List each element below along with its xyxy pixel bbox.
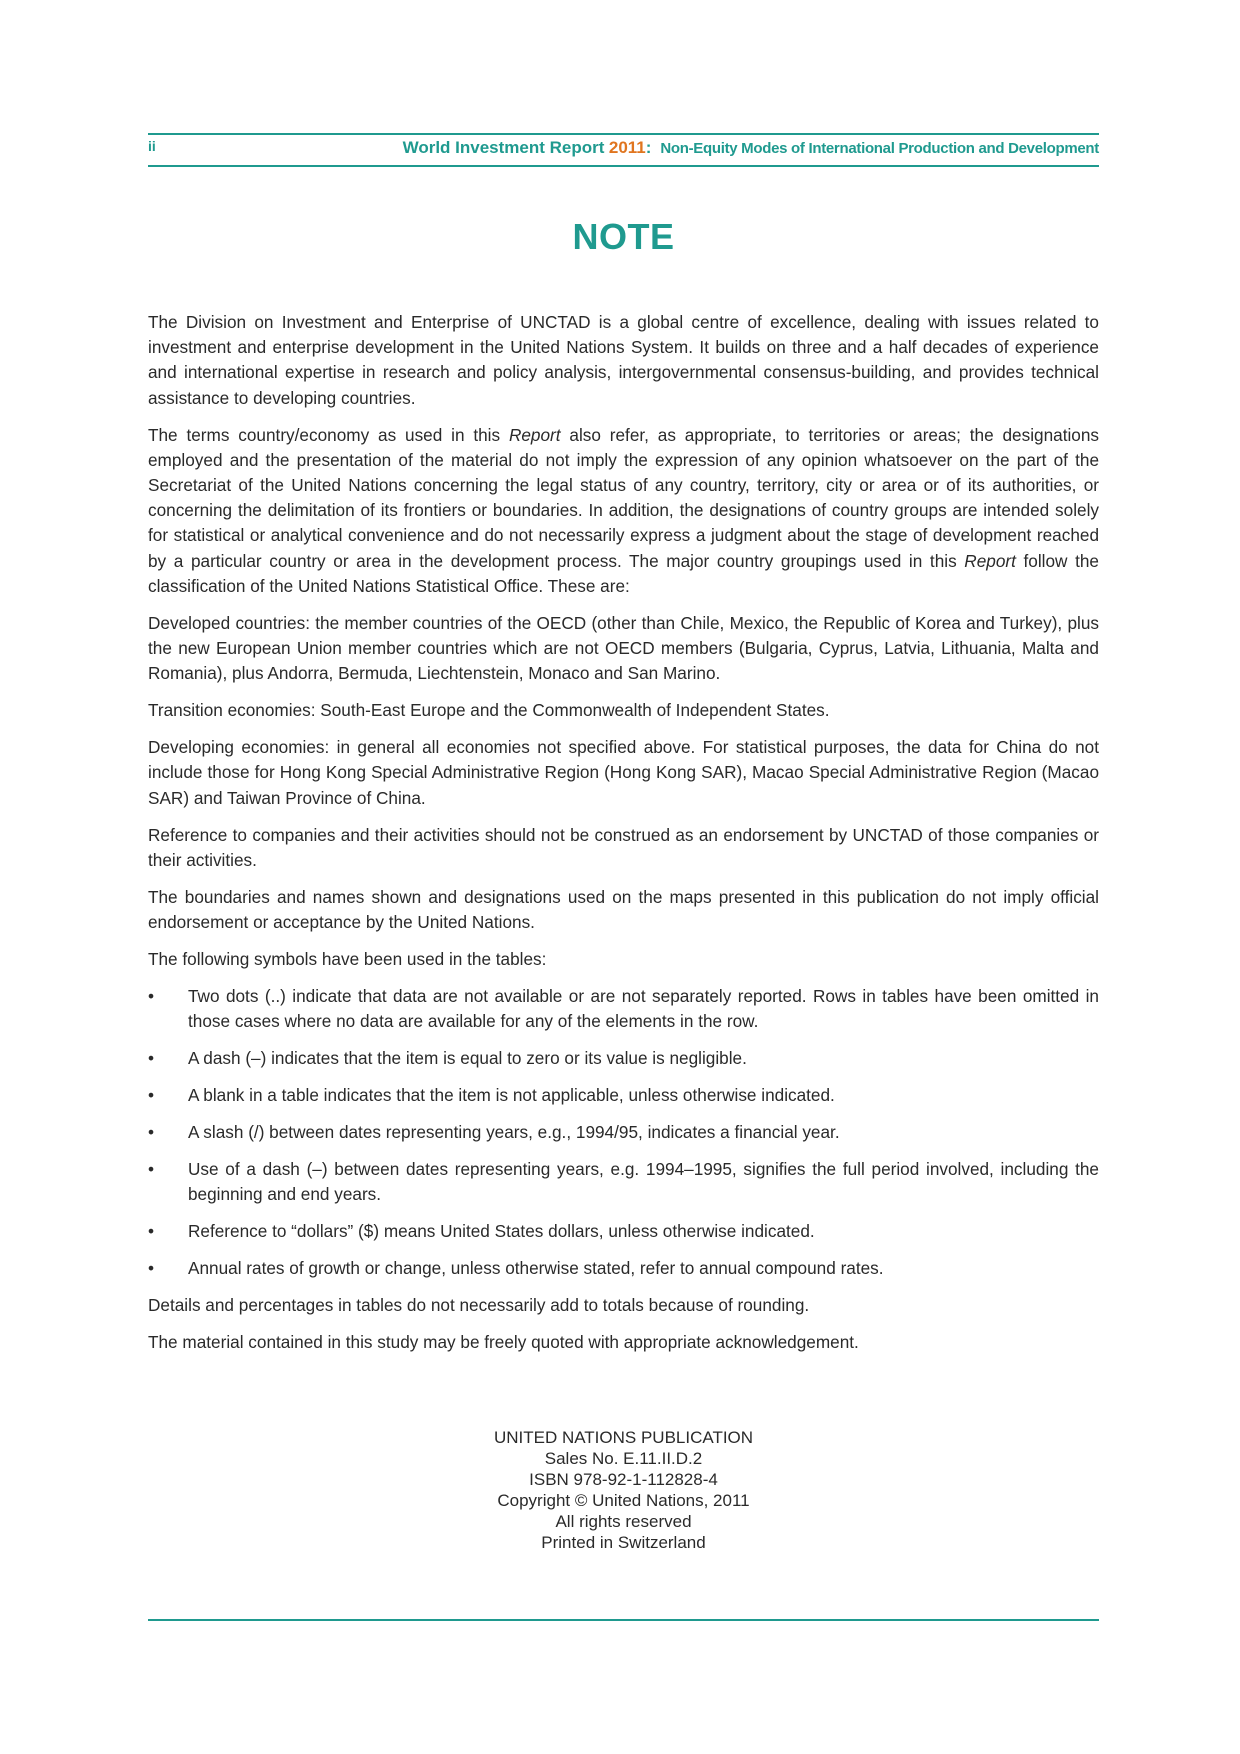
- list-item: [148, 1046, 1099, 1071]
- imprint-isbn: ISBN 978-92-1-112828-4: [529, 1470, 718, 1489]
- list-item-text: Annual rates of growth or change, unless otherwise stated, refer to annual compound rates.: [188, 1258, 884, 1279]
- report-title: World Investment Report: [402, 138, 605, 157]
- list-item: [148, 1083, 1099, 1108]
- paragraph-companies: Reference to companies and their activities should not be construed as an endorsement by UNCTAD of those companies or their activities.: [148, 824, 1099, 870]
- list-item: [148, 1256, 1099, 1281]
- list-item-text: A dash (–) indicates that the item is equal to zero or its value is negligible.: [188, 1048, 747, 1069]
- terms-text-a: The terms country/economy as used in this: [148, 424, 509, 445]
- paragraph-transition: Transition economies: South-East Europe and the Commonwealth of Independent States.: [148, 700, 830, 721]
- imprint-rights: All rights reserved: [555, 1512, 692, 1531]
- running-header: [148, 137, 1099, 163]
- terms-text-c: follow the classification of the United Nations Statistical Office. These are:: [148, 550, 1099, 596]
- paragraph-terms: [148, 423, 1099, 599]
- header-bottom-rule: [148, 165, 1099, 167]
- list-item: [148, 1157, 1099, 1207]
- bullet-icon: •: [148, 986, 155, 1007]
- header-top-rule: [148, 133, 1099, 135]
- list-item-text: Two dots (..) indicate that data are not available or are not separately reported. Rows in tables have been omitted in those cases where no data are available for any of the elements in the row.: [188, 986, 1099, 1032]
- paragraph-details: Details and percentages in tables do not necessarily add to totals because of rounding.: [148, 1295, 810, 1316]
- paragraph-developed: Developed countries: the member countries of the OECD (other than Chile, Mexico, the Republic of Korea and Turkey), plus the new European Union member countries which are not OECD members (Bulgaria, Cyprus, Latvia, Lithuania, Malta and Romania), plus Andorra, Bermuda, Liechtenstein, Monaco and San Marino.: [148, 612, 1099, 684]
- imprint-printed: Printed in Switzerland: [541, 1533, 706, 1552]
- list-item: [148, 984, 1099, 1034]
- list-item-text: Reference to “dollars” ($) means United States dollars, unless otherwise indicated.: [188, 1221, 815, 1242]
- list-item-text: A blank in a table indicates that the item is not applicable, unless otherwise indicated.: [188, 1085, 835, 1106]
- paragraph-division: The Division on Investment and Enterprise of UNCTAD is a global centre of excellence, dealing with issues related to investment and enterprise development in the United Nations System. It builds on three and a half decades of experience and international expertise in research and policy analysis, intergovernmental consensus-building, and provides technical assistance to developing countries.: [148, 312, 1099, 408]
- list-item: [148, 1219, 1099, 1244]
- header-colon: :: [645, 138, 652, 157]
- publication-imprint: [148, 1427, 1099, 1553]
- list-item-text: Use of a dash (–) between dates representing years, e.g. 1994–1995, signifies the full period involved, including the beginning and end years.: [188, 1159, 1099, 1205]
- bullet-icon: •: [148, 1159, 155, 1180]
- paragraph-quoted: The material contained in this study may be freely quoted with appropriate acknowledgement.: [148, 1332, 859, 1353]
- report-subtitle: Non-Equity Modes of International Production and Development: [660, 140, 1099, 157]
- bullet-icon: •: [148, 1258, 155, 1279]
- bullet-icon: •: [148, 1221, 155, 1242]
- report-italic: Report: [508, 424, 561, 445]
- imprint-sales-number: Sales No. E.11.II.D.2: [544, 1449, 703, 1468]
- report-year: 2011: [608, 138, 646, 157]
- bullet-icon: •: [148, 1085, 155, 1106]
- list-item-text: A slash (/) between dates representing years, e.g., 1994/95, indicates a financial year.: [188, 1122, 840, 1143]
- bullet-icon: •: [148, 1048, 155, 1069]
- imprint-copyright: Copyright © United Nations, 2011: [497, 1491, 750, 1510]
- terms-text-b: also refer, as appropriate, to territories or areas; the designations employed and the presentation of the material do not imply the expression of any opinion whatsoever on the part of the Secretariat of the United Nations concerning the legal status of any country, territory, city or area or of its authorities, or concerning the delimitation of its frontiers or boundaries. In addition, the designations of country groups are intended solely for statistical or analytical convenience and do not necessarily express a judgment about the stage of development reached by a particular country or area in the development process. The major country groupings used in this: [148, 424, 1100, 571]
- bullet-icon: •: [148, 1122, 155, 1143]
- imprint-publisher: UNITED NATIONS PUBLICATION: [493, 1428, 754, 1447]
- report-italic: Report: [964, 550, 1016, 571]
- page-number: ii: [148, 138, 156, 154]
- paragraph-boundaries: The boundaries and names shown and designations used on the maps presented in this publication do not imply official endorsement or acceptance by the United Nations.: [148, 886, 1099, 933]
- paragraph-symbols-intro: The following symbols have been used in the tables:: [148, 949, 547, 970]
- paragraph-developing: Developing economies: in general all economies not specified above. For statistical purposes, the data for China do not include those for Hong Kong Special Administrative Region (Hong Kong SAR), Macao Special Administrative Region (Macao SAR) and Taiwan Province of China.: [148, 737, 1099, 808]
- list-item: [148, 1120, 1099, 1145]
- running-title: [403, 138, 1099, 158]
- page-title: NOTE: [572, 216, 675, 257]
- note-body: [148, 310, 1099, 1367]
- symbols-list: [148, 984, 1099, 1282]
- footer-rule: [148, 1619, 1099, 1621]
